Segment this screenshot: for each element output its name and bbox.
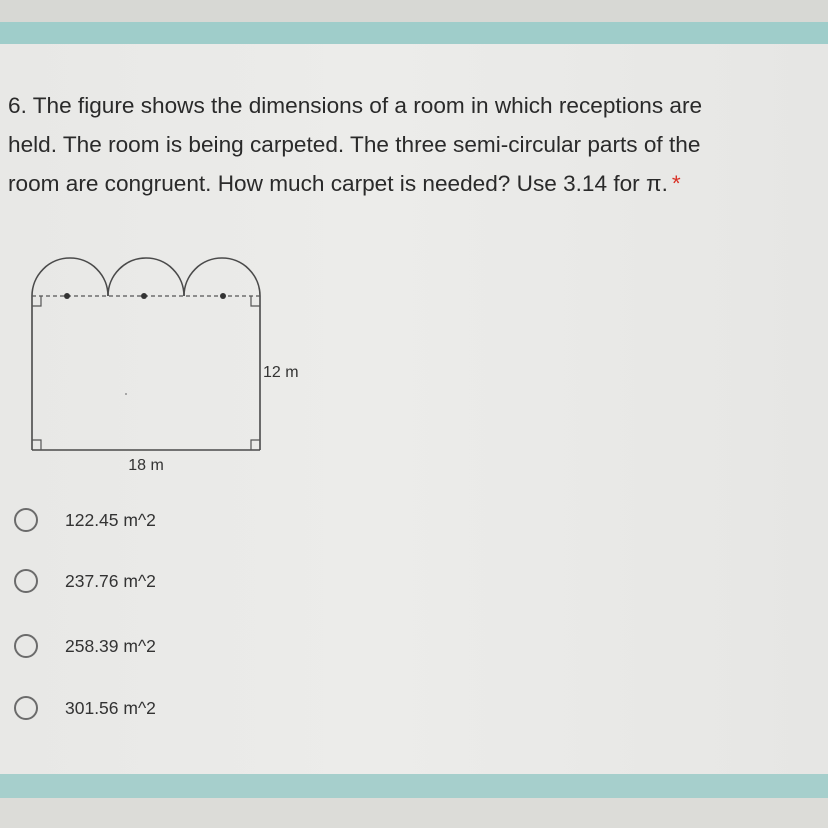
- option-3-label[interactable]: 258.39 m^2: [65, 635, 156, 656]
- option-2-radio[interactable]: [14, 569, 38, 593]
- semicircle-2: [108, 258, 184, 296]
- question-line-1: 6. The figure shows the dimensions of a room in which receptions are: [8, 93, 703, 118]
- height-label: 12 m: [263, 364, 299, 381]
- option-4[interactable]: [14, 690, 156, 726]
- top-margin: [0, 0, 828, 22]
- option-3-radio[interactable]: [14, 634, 38, 658]
- question-line-2: held. The room is being carpeted. The three semi-circular parts of the: [8, 132, 701, 157]
- section-header-bar: [0, 22, 828, 44]
- semicircle-1: [32, 258, 108, 296]
- question-line-3-text: room are congruent. How much carpet is needed? Use 3.14 for π.: [8, 171, 668, 196]
- room-figure: [20, 248, 340, 478]
- right-angle-bottom-right: [251, 440, 260, 450]
- width-label: 18 m: [128, 457, 164, 474]
- option-1-radio[interactable]: [14, 508, 38, 532]
- required-asterisk: *: [671, 171, 681, 196]
- question-line-3: [8, 164, 826, 203]
- bottom-margin: [0, 798, 828, 828]
- figure-center-mark: [125, 393, 127, 395]
- center-dot-3: [220, 293, 226, 299]
- option-2[interactable]: [14, 563, 156, 599]
- right-angle-top-left: [32, 296, 41, 306]
- semicircle-3: [184, 258, 260, 296]
- option-4-label[interactable]: 301.56 m^2: [65, 697, 156, 718]
- option-2-label[interactable]: 237.76 m^2: [65, 570, 156, 591]
- right-angle-top-right: [251, 296, 260, 306]
- option-4-radio[interactable]: [14, 696, 38, 720]
- option-1-label[interactable]: 122.45 m^2: [65, 509, 156, 530]
- center-dot-2: [141, 293, 147, 299]
- option-3[interactable]: [14, 628, 156, 664]
- center-dot-1: [64, 293, 70, 299]
- option-1[interactable]: [14, 502, 156, 538]
- next-section-bar: [0, 774, 828, 798]
- question-text: [8, 86, 826, 203]
- right-angle-bottom-left: [32, 440, 41, 450]
